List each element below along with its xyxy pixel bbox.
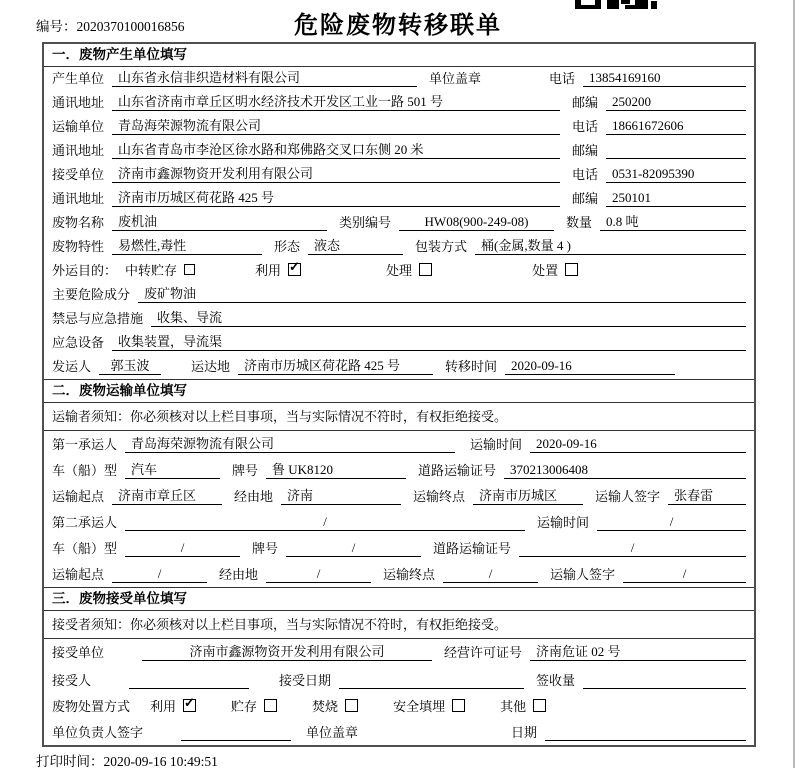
section3-title: 三．废物接受单位填写 [44, 587, 754, 611]
section3-notice: 接受者须知：你必须核对以上栏目事项，当与实际情况不符时，有权拒绝接受。 [44, 611, 754, 639]
checkbox-label: 贮存 [231, 699, 258, 714]
route1-via-value: 济南 [281, 485, 401, 505]
doc-number-label: 编号： [36, 19, 77, 34]
purpose-option-dispose [532, 260, 578, 279]
received-amount-label: 签收量 [536, 673, 576, 688]
accept-unit-row [44, 639, 754, 665]
emergency-measures-value: 收集、导流 [151, 307, 746, 327]
checkbox-icon [419, 263, 432, 276]
producer-seal-label: 单位盖章 [429, 71, 482, 86]
waste-category-label: 类别编号 [339, 215, 392, 230]
route2-via-label: 经由地 [219, 567, 259, 582]
disposal-option-incinerate [312, 696, 358, 715]
receiver-zip-label: 邮编 [572, 191, 599, 206]
transport-time1-label: 运输时间 [470, 437, 523, 452]
producer-zip-label: 邮编 [572, 95, 599, 110]
transfer-date-value: 2020-09-16 [505, 358, 675, 375]
route2-start-label: 运输起点 [52, 567, 105, 582]
receiver-row [44, 163, 754, 187]
route1-start-value: 济南市章丘区 [112, 485, 222, 505]
vehicle1-type-label: 车（船）型 [52, 463, 118, 478]
checkbox-icon [183, 699, 196, 712]
route2-sign-value: / [623, 566, 746, 583]
transport-time2-value: / [597, 514, 746, 531]
unit-head-sign-label: 单位负责人签字 [52, 725, 144, 740]
sign-date-label: 日期 [511, 725, 538, 740]
producer-phone-value: 13854169160 [583, 70, 746, 87]
disposal-option-landfill [393, 696, 465, 715]
road-permit1-value: 370213006408 [504, 462, 746, 479]
route1-start-label: 运输起点 [52, 489, 105, 504]
transporter-label: 运输单位 [52, 119, 105, 134]
emergency-equipment-label: 应急设备 [52, 335, 105, 350]
transport-time1-value: 2020-09-16 [530, 436, 746, 453]
purpose-option-treat [386, 260, 432, 279]
vehicle1-type-value: 汽车 [125, 459, 220, 479]
print-time-label: 打印时间： [36, 754, 104, 769]
accept-unit-label: 接受单位 [52, 645, 105, 660]
checkbox-label: 其他 [500, 699, 527, 714]
waste-form-value: 液态 [308, 235, 403, 255]
destination-value: 济南市历城区荷花路 425 号 [238, 355, 433, 375]
checkbox-label: 处理 [386, 263, 413, 278]
section1-title: 一．废物产生单位填写 [44, 44, 754, 67]
route1-end-value: 济南市历城区 [473, 485, 583, 505]
emergency-measures-label: 禁忌与应急措施 [52, 311, 144, 326]
transporter-phone-value: 18661672606 [606, 118, 746, 135]
route2-via-value: / [266, 566, 371, 583]
checkbox-label: 利用 [150, 699, 177, 714]
waste-name-row [44, 211, 754, 235]
checkbox-icon [565, 263, 578, 276]
packing-value: 桶(金属,数量 4 ) [475, 235, 746, 255]
route2-sign-label: 运输人签字 [550, 567, 616, 582]
plate1-value: 鲁 UK8120 [266, 459, 406, 479]
producer-zip-value: 250200 [606, 94, 746, 111]
checkbox-label: 中转贮存 [125, 263, 178, 278]
accept-person-value [129, 672, 249, 689]
unit-seal-label: 单位盖章 [306, 725, 359, 740]
doc-number-value: 2020370100016856 [76, 19, 185, 34]
checkbox-label: 焚烧 [312, 699, 339, 714]
transfer-manifest-form [42, 42, 756, 747]
waste-traits-value: 易燃性,毒性 [112, 235, 262, 255]
transporter-phone-label: 电话 [572, 119, 599, 134]
waste-form-label: 形态 [274, 239, 301, 254]
waste-name-label: 废物名称 [52, 215, 105, 230]
waste-traits-label: 废物特性 [52, 239, 105, 254]
transport-time2-label: 运输时间 [537, 515, 590, 530]
transfer-purpose-label: 外运目的： [52, 263, 118, 278]
receiver-address-row [44, 187, 754, 211]
transporter-zip-value [606, 142, 746, 159]
route1-end-label: 运输终点 [413, 489, 466, 504]
accept-person-row [44, 665, 754, 693]
transporter-value: 青岛海荣源物流有限公司 [112, 115, 560, 135]
receiver-phone-value: 0531-82095390 [606, 166, 746, 183]
document-header [0, 0, 796, 42]
first-carrier-label: 第一承运人 [52, 437, 118, 452]
checkbox-icon [264, 699, 277, 712]
receiver-label: 接受单位 [52, 167, 105, 182]
shipper-value: 郭玉波 [99, 355, 161, 375]
route1-sign-label: 运输人签字 [595, 489, 661, 504]
vehicle2-row [44, 535, 754, 561]
checkbox-icon [184, 264, 195, 275]
packing-label: 包装方式 [415, 239, 468, 254]
disposal-method-row [44, 693, 754, 719]
waste-traits-row [44, 235, 754, 259]
disposal-option-utilize [150, 696, 196, 715]
transporter-zip-label: 邮编 [572, 143, 599, 158]
transporter-address-value: 山东省青岛市李沧区徐水路和郑佛路交叉口东侧 20 米 [112, 139, 560, 159]
signoff-row [44, 719, 754, 745]
producer-value: 山东省永信非织造材料有限公司 [112, 67, 417, 87]
route1-sign-value: 张春雷 [668, 485, 746, 505]
accept-date-label: 接受日期 [279, 673, 332, 688]
disposal-option-store [231, 696, 277, 715]
receiver-zip-value: 250101 [606, 190, 746, 207]
route1-row [44, 483, 754, 509]
second-carrier-row [44, 509, 754, 535]
transporter-row [44, 115, 754, 139]
waste-qty-value: 0.8 吨 [600, 211, 746, 231]
road-permit2-label: 道路运输证号 [433, 541, 512, 556]
hazard-components-value: 废矿物油 [138, 283, 746, 303]
hazard-components-row [44, 283, 754, 307]
received-amount-value [583, 672, 746, 689]
accept-date-value [339, 672, 524, 689]
second-carrier-value: / [125, 514, 525, 531]
purpose-option-utilize [255, 260, 301, 279]
producer-address-label: 通讯地址 [52, 95, 105, 110]
checkbox-icon [533, 699, 546, 712]
checkbox-label: 处置 [532, 263, 559, 278]
destination-label: 运达地 [191, 359, 231, 374]
waste-category-value: HW08(900-249-08) [399, 214, 554, 231]
print-time-value: 2020-09-16 10:49:51 [103, 754, 218, 769]
section2-title: 二．废物运输单位填写 [44, 379, 754, 403]
license-value: 济南危证 02 号 [530, 641, 746, 661]
plate1-label: 牌号 [232, 463, 259, 478]
print-time-line [36, 750, 218, 770]
transfer-date-label: 转移时间 [445, 359, 498, 374]
producer-row [44, 67, 754, 91]
page-right-edge [793, 0, 795, 768]
checkbox-icon [452, 699, 465, 712]
second-carrier-label: 第二承运人 [52, 515, 118, 530]
transporter-address-row [44, 139, 754, 163]
sign-date-value [545, 724, 746, 741]
route1-via-label: 经由地 [234, 489, 274, 504]
checkbox-icon [345, 699, 358, 712]
emergency-equipment-row [44, 331, 754, 355]
vehicle2-type-label: 车（船）型 [52, 541, 118, 556]
waste-name-value: 废机油 [112, 211, 327, 231]
transporter-address-label: 通讯地址 [52, 143, 105, 158]
road-permit1-label: 道路运输证号 [418, 463, 497, 478]
receiver-phone-label: 电话 [572, 167, 599, 182]
checkbox-icon [288, 263, 301, 276]
receiver-value: 济南市鑫源物资开发利用有限公司 [112, 163, 560, 183]
license-label: 经营许可证号 [444, 645, 523, 660]
vehicle1-row [44, 457, 754, 483]
section2-notice: 运输者须知：你必须核对以上栏目事项，当与实际情况不符时，有权拒绝接受。 [44, 403, 754, 431]
page-title: 危险废物转移联单 [294, 12, 502, 39]
purpose-option-storage [125, 260, 195, 279]
producer-address-value: 山东省济南市章丘区明水经济技术开发区工业一路 501 号 [112, 91, 560, 111]
receiver-address-value: 济南市历城区荷花路 425 号 [112, 187, 560, 207]
checkbox-label: 安全填埋 [393, 699, 446, 714]
road-permit2-value: / [519, 540, 746, 557]
receiver-address-label: 通讯地址 [52, 191, 105, 206]
disposal-option-other [500, 696, 546, 715]
accept-unit-value: 济南市鑫源物资开发利用有限公司 [142, 641, 432, 661]
accept-person-label: 接受人 [52, 673, 92, 688]
checkbox-label: 利用 [255, 263, 282, 278]
route2-end-value: / [443, 566, 538, 583]
shipper-row [44, 355, 754, 379]
emergency-equipment-value: 收集装置，导流渠 [112, 331, 746, 351]
plate2-label: 牌号 [252, 541, 279, 556]
shipper-label: 发运人 [52, 359, 92, 374]
first-carrier-value: 青岛海荣源物流有限公司 [125, 433, 455, 453]
plate2-value: / [286, 540, 421, 557]
producer-phone-label: 电话 [549, 71, 576, 86]
vehicle2-type-value: / [125, 540, 240, 557]
producer-label: 产生单位 [52, 71, 105, 86]
hazard-components-label: 主要危险成分 [52, 287, 131, 302]
route2-start-value: / [112, 566, 207, 583]
qr-code-fragment [575, 0, 657, 10]
transfer-purpose-row [44, 259, 754, 283]
route2-end-label: 运输终点 [383, 567, 436, 582]
route2-row [44, 561, 754, 587]
first-carrier-row [44, 431, 754, 457]
producer-address-row [44, 91, 754, 115]
waste-qty-label: 数量 [566, 215, 593, 230]
emergency-measures-row [44, 307, 754, 331]
disposal-method-label: 废物处置方式 [52, 699, 131, 714]
unit-head-sign-value [181, 724, 291, 741]
